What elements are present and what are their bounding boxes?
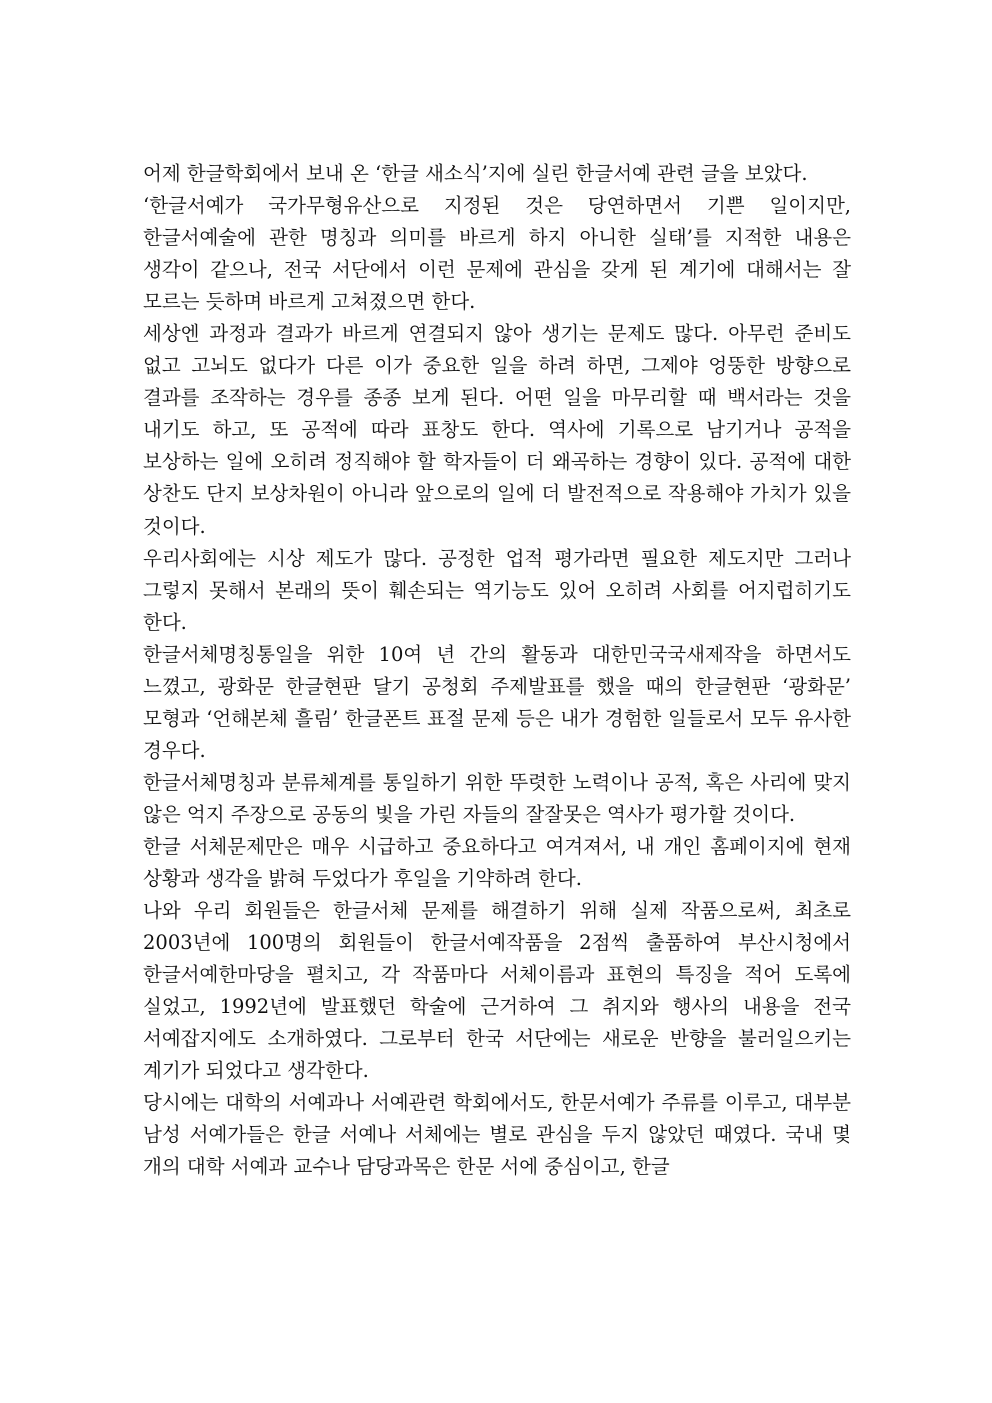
paragraph: 당시에는 대학의 서예과나 서예관련 학회에서도, 한문서예가 주류를 이루고, 대부분 남성 서예가들은 한글 서예나 서체에는 별로 관심을 두지 않았던 때였다. 국내 몇 개의 대학 서예과 교수나 담당과목은 한문 서에 중심이고, 한글 bbox=[143, 1091, 851, 1179]
paragraph: 우리사회에는 시상 제도가 많다. 공정한 업적 평가라면 필요한 제도지만 그러나 그렇지 못해서 본래의 뜻이 훼손되는 역기능도 있어 오히려 사회를 어지럽히기도 한다. bbox=[143, 546, 851, 634]
paragraph: 한글서체명칭통일을 위한 10여 년 간의 활동과 대한민국국새제작을 하면서도 느꼈고, 광화문 한글현판 달기 공청회 주제발표를 했을 때의 한글현판 ‘광화문’ 모형과 ‘언해본체 흘림’ 한글폰트 표절 문제 등은 내가 경험한 일들로서 모두 유사한 경우다. bbox=[143, 642, 851, 762]
paragraph: 어제 한글학회에서 보내 온 ‘한글 새소식’지에 실린 한글서예 관련 글을 보았다. bbox=[143, 162, 808, 185]
paragraph: 한글 서체문제만은 매우 시급하고 중요하다고 여겨져서, 내 개인 홈페이지에 현재 상황과 생각을 밝혀 두었다가 후일을 기약하려 한다. bbox=[143, 834, 851, 891]
paragraph: ‘한글서예가 국가무형유산으로 지정된 것은 당연하면서 기쁜 일이지만, 한글서예술에 관한 명칭과 의미를 바르게 하지 아니한 실태’를 지적한 내용은 생각이 같으나, 전국 서단에서 이런 문제에 관심을 갖게 된 계기에 대해서는 잘 모르는 듯하며 바르게 고쳐졌으면 한다. bbox=[143, 194, 851, 314]
paragraph: 한글서체명칭과 분류체계를 통일하기 위한 뚜렷한 노력이나 공적, 혹은 사리에 맞지 않은 억지 주장으로 공동의 빛을 가린 자들의 잘잘못은 역사가 평가할 것이다. bbox=[143, 770, 851, 826]
body-text bbox=[143, 158, 851, 1184]
paragraph: 세상엔 과정과 결과가 바르게 연결되지 않아 생기는 문제도 많다. 아무런 준비도 없고 고뇌도 없다가 다른 이가 중요한 일을 하려 하면, 그제야 엉뚱한 방향으로 결과를 조작하는 경우를 종종 보게 된다. 어떤 일을 마무리할 때 백서라는 것을 내기도 하고, 또 공적에 따라 표창도 한다. 역사에 기록으로 남기거나 공적을 보상하는 일에 오히려 정직해야 할 학자들이 더 왜곡하는 경향이 있다. 공적에 대한 상찬도 단지 보상차원이 아니라 앞으로의 일에 더 발전적으로 작용해야 가치가 있을 것이다. bbox=[143, 322, 851, 538]
paragraph: 나와 우리 회원들은 한글서체 문제를 해결하기 위해 실제 작품으로써, 최초로 2003년에 100명의 회원들이 한글서예작품을 2점씩 출품하여 부산시청에서 한글서예한마당을 펼치고, 각 작품마다 서체이름과 표현의 특징을 적어 도록에 실었고, 1992년에 발표했던 학술에 근거하여 그 취지와 행사의 내용을 전국 서예잡지에도 소개하였다. 그로부터 한국 서단에는 새로운 반향을 불러일으키는 계기가 되었다고 생각한다. bbox=[143, 899, 851, 1083]
